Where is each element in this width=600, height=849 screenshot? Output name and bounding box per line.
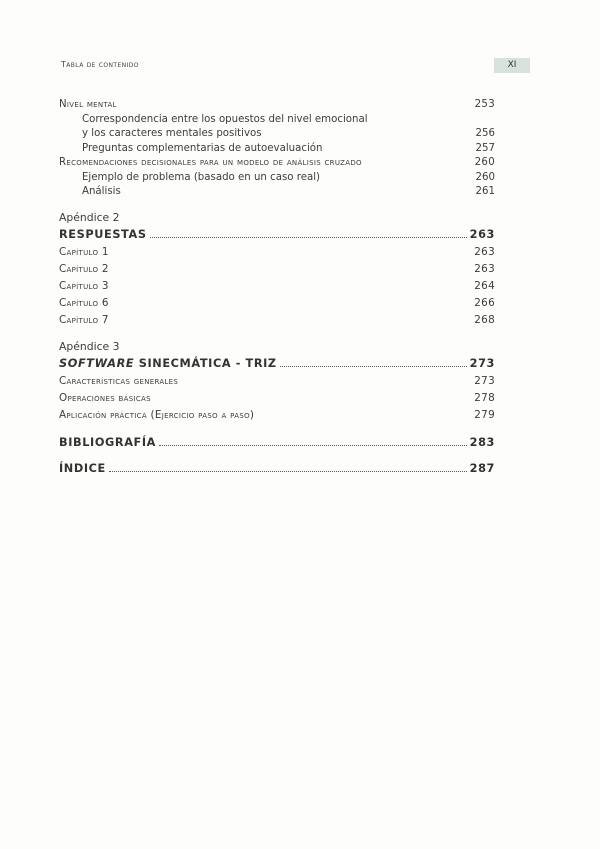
toc-entry-page: 263: [474, 262, 495, 275]
toc-chapter-entry[interactable]: [59, 261, 495, 278]
toc-entry-label: Características generales: [59, 374, 179, 387]
toc-entry-label: Nivel mental: [59, 99, 117, 110]
dot-leader: [150, 237, 467, 238]
toc-major-page: 287: [469, 461, 495, 475]
toc-entry-page: 279: [474, 408, 495, 421]
toc-subentry-ejemplo[interactable]: [59, 171, 495, 186]
toc-entry-page: 263: [474, 245, 495, 258]
toc-entry-page: 266: [474, 296, 495, 309]
toc-entry-label: Capítulo 3: [59, 279, 109, 292]
toc-major-title: RESPUESTAS: [59, 227, 147, 241]
toc-appendix-entry[interactable]: [59, 390, 495, 407]
toc-major-title-rest: SINECMÁTICA - TRIZ: [134, 356, 277, 370]
dot-leader: [280, 366, 467, 367]
toc-major-bibliografia[interactable]: [59, 434, 495, 452]
toc-major-page: 283: [469, 435, 495, 449]
toc-entry-label: Aplicación práctica (Ejercicio paso a paso): [59, 408, 255, 421]
toc-subentry-correspondencia[interactable]: [59, 113, 495, 128]
toc-entry-page: 261: [475, 186, 495, 197]
toc-major-indice[interactable]: [59, 460, 495, 478]
toc-entry-label: Análisis: [82, 186, 121, 197]
toc-appendix-entry[interactable]: [59, 373, 495, 390]
toc-entry-page: 264: [474, 279, 495, 292]
toc-subentry-correspondencia-cont[interactable]: [59, 127, 495, 142]
toc-major-title: [59, 355, 277, 373]
table-of-contents: [59, 98, 495, 478]
page-header: [61, 58, 530, 74]
toc-entry-page: 268: [474, 313, 495, 326]
toc-chapter-entry[interactable]: [59, 278, 495, 295]
toc-entry-page: 278: [474, 391, 495, 404]
toc-major-title-italic: SOFTWARE: [59, 356, 135, 370]
toc-entry-label: Capítulo 7: [59, 313, 109, 326]
toc-entry-label: Recomendaciones decisionales para un modelo de análisis cruzado: [59, 157, 362, 168]
appendix-2-label: Apéndice 2: [59, 210, 120, 224]
toc-entry-label: Ejemplo de problema (basado en un caso real): [82, 171, 321, 183]
toc-chapter-entry[interactable]: [59, 312, 495, 329]
toc-entry-label: Capítulo 6: [59, 296, 109, 309]
toc-entry-page: 257: [475, 142, 495, 154]
toc-chapter-entry[interactable]: [59, 244, 495, 261]
toc-major-title: BIBLIOGRAFÍA: [59, 435, 157, 449]
toc-subentry-preguntas[interactable]: [59, 142, 495, 157]
toc-subentry-analisis[interactable]: [59, 185, 495, 200]
toc-chapter-entry[interactable]: [59, 295, 495, 312]
toc-major-title: ÍNDICE: [59, 461, 106, 475]
toc-appendix-entry[interactable]: [59, 407, 495, 424]
toc-entry-page: 260: [474, 157, 495, 168]
toc-entry-label: Capítulo 1: [59, 245, 109, 258]
toc-entry-page: 256: [475, 128, 495, 139]
toc-entry-label: y los caracteres mentales positivos: [82, 128, 262, 139]
running-head: Tabla de contenido: [61, 60, 139, 69]
toc-entry-nivel-mental[interactable]: [59, 98, 495, 113]
page-number-badge: XI: [494, 58, 530, 73]
dot-leader: [159, 445, 467, 446]
toc-entry-label: Preguntas complementarias de autoevaluación: [82, 142, 323, 154]
toc-entry-label: Capítulo 2: [59, 262, 109, 275]
toc-entry-page: 253: [474, 99, 495, 110]
toc-entry-recomendaciones[interactable]: [59, 156, 495, 171]
toc-entry-label: Operaciones básicas: [59, 391, 151, 404]
dot-leader: [109, 471, 467, 472]
toc-entry-page: 273: [474, 374, 495, 387]
toc-major-software[interactable]: [59, 355, 495, 373]
toc-major-page: 273: [469, 356, 495, 370]
toc-entry-page: 260: [475, 171, 495, 183]
toc-major-respuestas[interactable]: [59, 226, 495, 244]
toc-major-page: 263: [469, 227, 495, 241]
toc-entry-label: Correspondencia entre los opuestos del nivel emocional: [82, 113, 368, 125]
appendix-3-label: Apéndice 3: [59, 339, 120, 353]
